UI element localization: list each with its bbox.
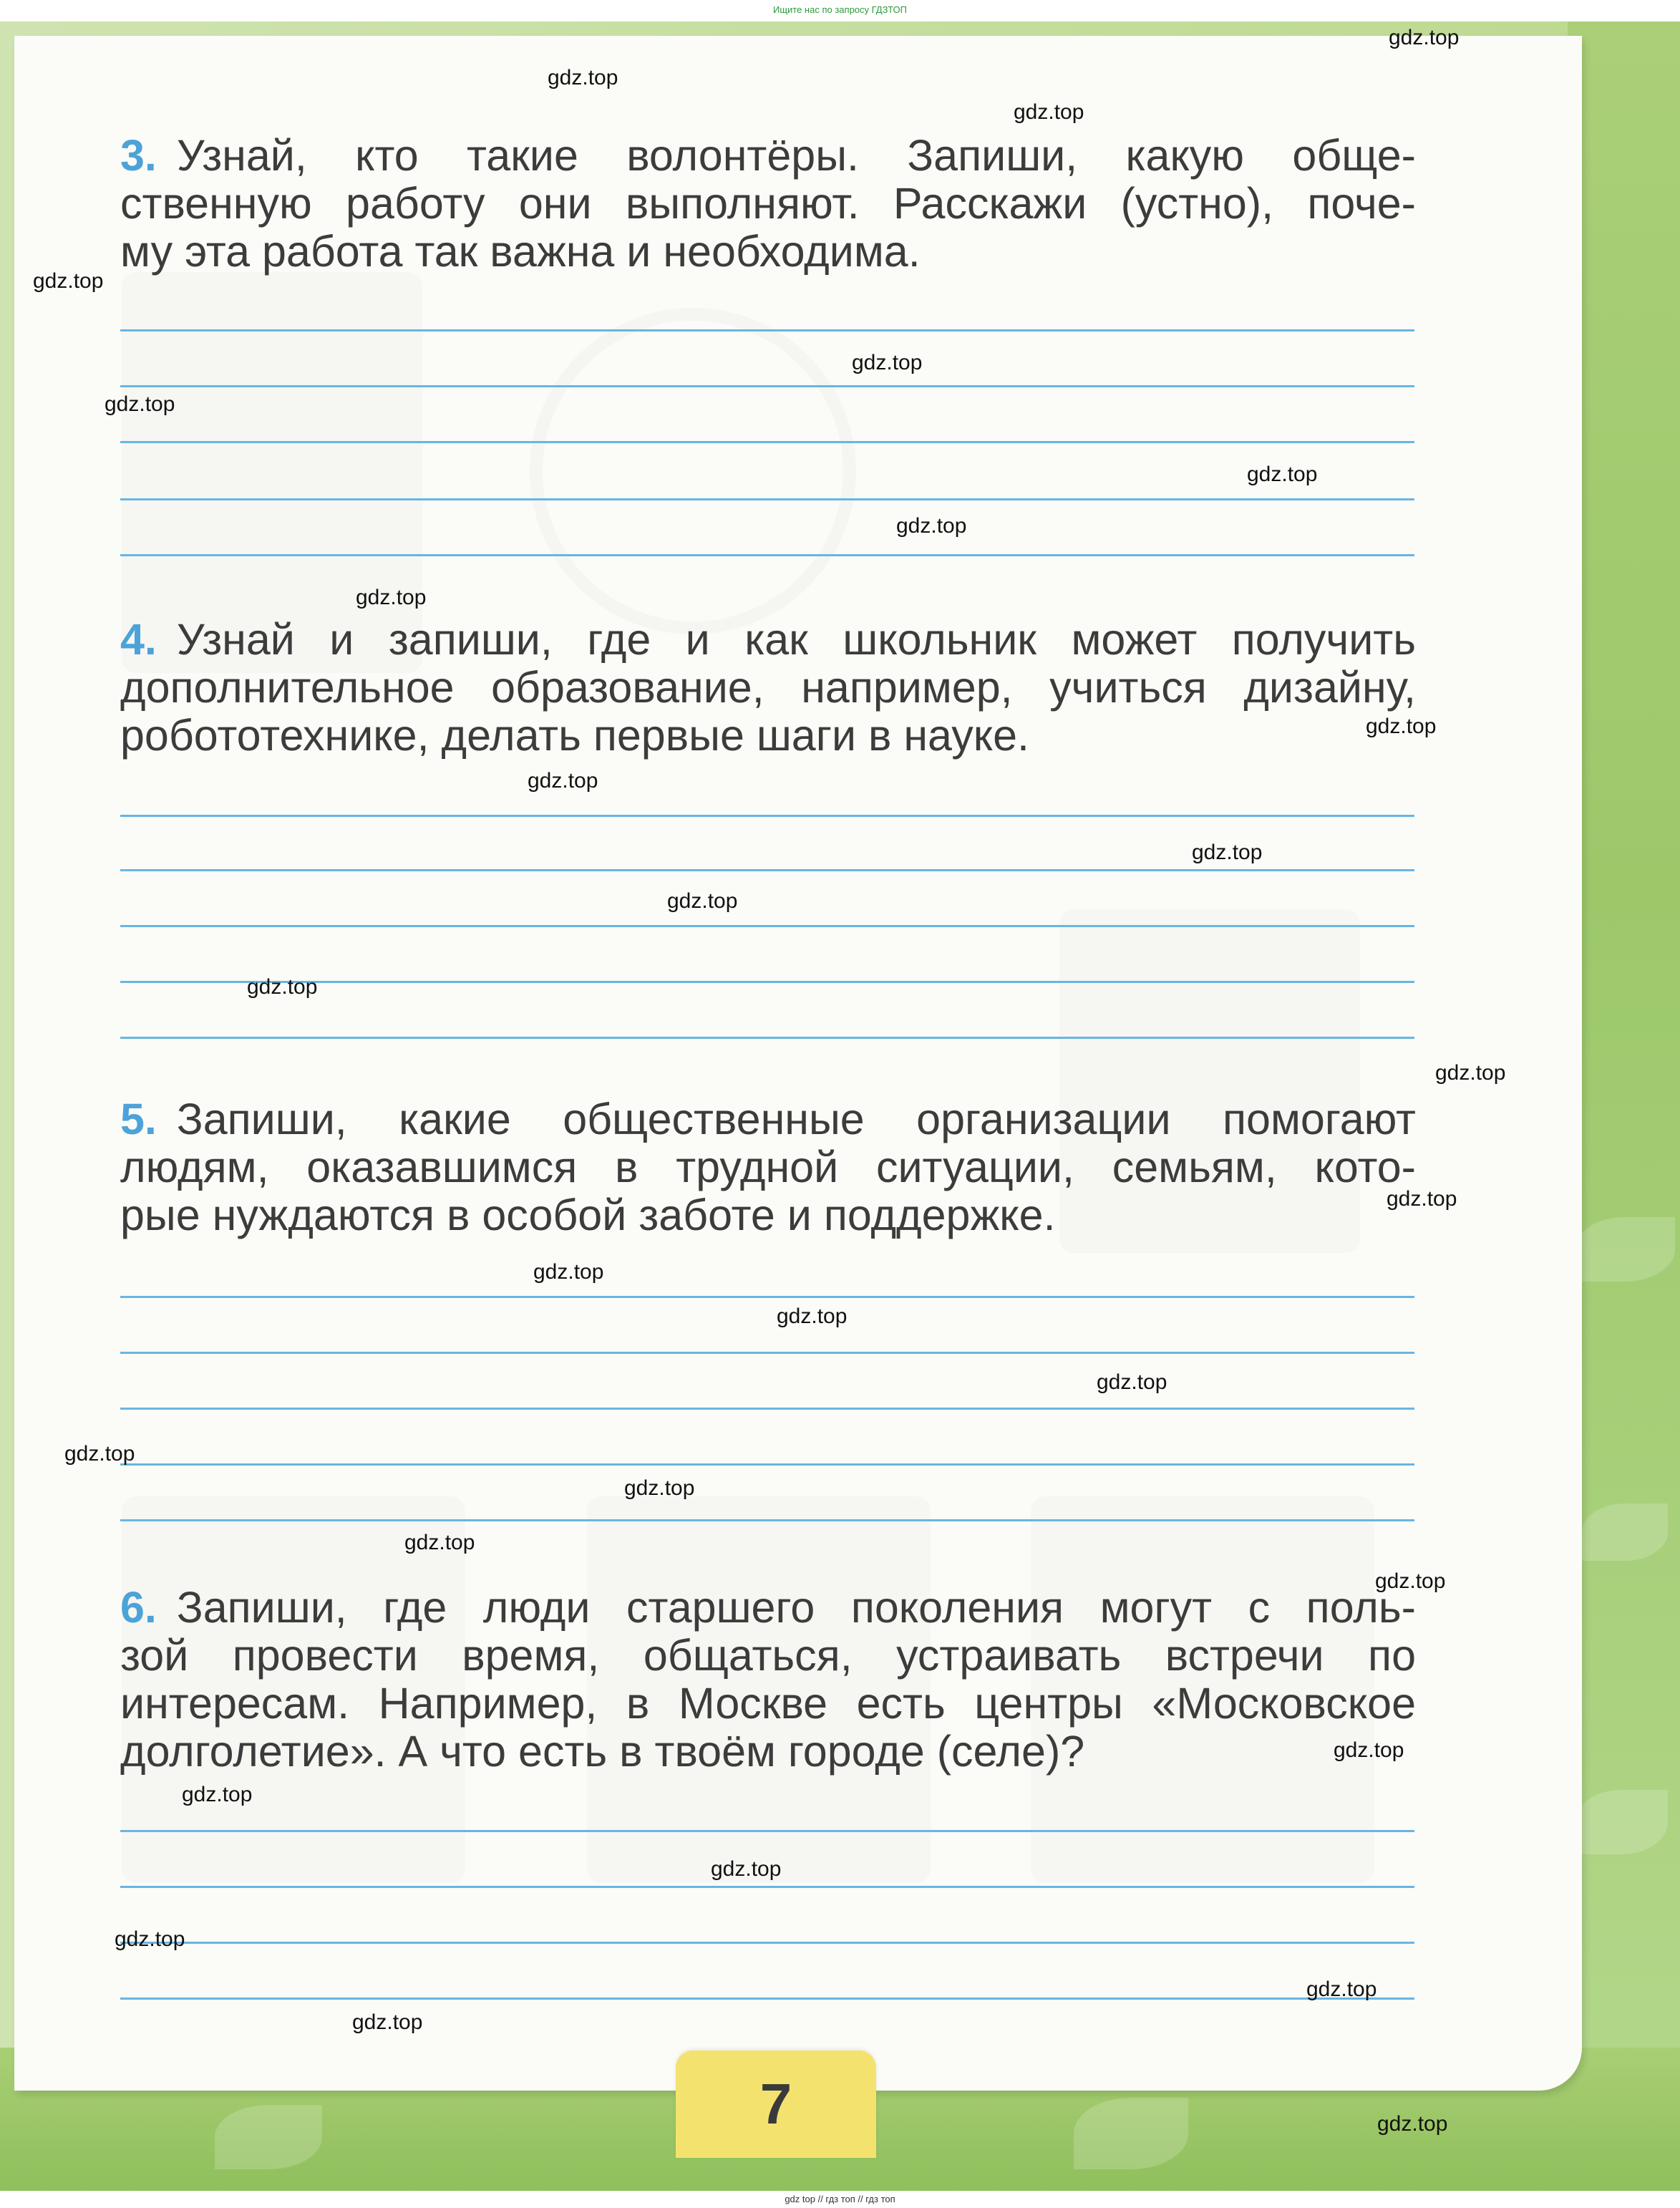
- watermark: gdz.top: [533, 1260, 604, 1284]
- watermark: gdz.top: [548, 66, 618, 89]
- writing-line[interactable]: [120, 815, 1414, 817]
- watermark: gdz.top: [896, 514, 967, 538]
- task-line: ственную работу они выполняют. Расскажи (устно), поче-: [120, 179, 1416, 228]
- watermark: gdz.top: [711, 1857, 782, 1881]
- watermark: gdz.top: [667, 889, 738, 913]
- writing-line[interactable]: [120, 1408, 1414, 1410]
- task-number: 5.: [120, 1095, 157, 1143]
- task-number: 4.: [120, 615, 157, 664]
- leaf-decoration: [1074, 2098, 1188, 2169]
- watermark: gdz.top: [247, 975, 318, 999]
- writing-line[interactable]: [120, 1519, 1414, 1521]
- watermark: gdz.top: [624, 1476, 695, 1500]
- watermark: gdz.top: [1375, 1569, 1446, 1593]
- task-line: робототехнике, делать первые шаги в науке.: [120, 711, 1030, 760]
- watermark: gdz.top: [1014, 100, 1084, 124]
- task-line: долголетие». А что есть в твоём городе (селе)?: [120, 1727, 1085, 1776]
- watermark: gdz.top: [1377, 2112, 1448, 2136]
- watermark: gdz.top: [105, 392, 175, 416]
- watermark: gdz.top: [1334, 1738, 1404, 1762]
- task-line: интересам. Например, в Москве есть центры «Московское: [120, 1679, 1416, 1728]
- leaf-decoration: [215, 2105, 322, 2169]
- watermark: gdz.top: [182, 1783, 253, 1806]
- watermark: gdz.top: [352, 2010, 423, 2034]
- writing-line[interactable]: [120, 1463, 1414, 1466]
- watermark: gdz.top: [115, 1927, 185, 1951]
- task-3: [120, 132, 1416, 276]
- watermark: gdz.top: [528, 769, 598, 793]
- task-line: 5. Запиши, какие общественные организации помогают: [120, 1095, 1416, 1143]
- writing-line[interactable]: [120, 498, 1414, 500]
- task-line: дополнительное образование, например, учиться дизайну,: [120, 663, 1416, 712]
- task-4: [120, 616, 1416, 760]
- writing-line[interactable]: [120, 1296, 1414, 1298]
- watermark: gdz.top: [1247, 463, 1318, 486]
- task-line: му эта работа так важна и необходима.: [120, 227, 921, 276]
- writing-line[interactable]: [120, 554, 1414, 556]
- leaf-decoration: [1575, 1790, 1668, 1854]
- watermark: gdz.top: [1306, 1977, 1377, 2001]
- watermark: gdz.top: [404, 1531, 475, 1554]
- writing-line[interactable]: [120, 1830, 1414, 1832]
- watermark: gdz.top: [1192, 841, 1263, 864]
- task-number: 6.: [120, 1583, 157, 1632]
- green-side-border: [1568, 21, 1680, 2191]
- writing-line[interactable]: [120, 329, 1414, 331]
- bleed-through-shape: [122, 272, 422, 673]
- task-line: 6. Запиши, где люди старшего поколения могут с поль-: [120, 1583, 1416, 1632]
- writing-line[interactable]: [120, 385, 1414, 387]
- watermark: gdz.top: [777, 1304, 848, 1328]
- watermark: gdz.top: [852, 351, 923, 374]
- leaf-decoration: [1575, 1217, 1675, 1282]
- bleed-through-shape: [530, 308, 856, 634]
- task-line: 3. Узнай, кто такие волонтёры. Запиши, какую обще-: [120, 131, 1416, 180]
- leaf-decoration: [1582, 1504, 1668, 1561]
- watermark: gdz.top: [64, 1442, 135, 1466]
- watermark: gdz.top: [1389, 26, 1460, 49]
- writing-line[interactable]: [120, 441, 1414, 443]
- writing-line[interactable]: [120, 925, 1414, 927]
- task-line: 4. Узнай и запиши, где и как школьник может получить: [120, 615, 1416, 664]
- writing-line[interactable]: [120, 1037, 1414, 1039]
- task-line: рые нуждаются в особой заботе и поддержке.: [120, 1191, 1056, 1239]
- writing-line[interactable]: [120, 1352, 1414, 1354]
- top-notice: Ищите нас по запросу ГДЗТОП: [772, 4, 907, 15]
- page-number: 7: [676, 2050, 876, 2158]
- bottom-notice: gdz top // гдз топ // гдз топ: [785, 2194, 895, 2204]
- writing-line[interactable]: [120, 1886, 1414, 1888]
- task-6: [120, 1584, 1416, 1776]
- watermark: gdz.top: [1366, 715, 1437, 738]
- writing-line[interactable]: [120, 869, 1414, 871]
- writing-line[interactable]: [120, 1942, 1414, 1944]
- task-5: [120, 1095, 1416, 1239]
- watermark: gdz.top: [1097, 1370, 1167, 1394]
- task-number: 3.: [120, 131, 157, 180]
- watermark: gdz.top: [33, 269, 104, 293]
- watermark: gdz.top: [356, 586, 427, 609]
- task-line: людям, оказавшимся в трудной ситуации, семьям, кото-: [120, 1143, 1416, 1191]
- watermark: gdz.top: [1387, 1187, 1457, 1211]
- writing-line[interactable]: [120, 1998, 1414, 2000]
- task-line: зой провести время, общаться, устраивать встречи по: [120, 1631, 1416, 1680]
- watermark: gdz.top: [1435, 1061, 1506, 1085]
